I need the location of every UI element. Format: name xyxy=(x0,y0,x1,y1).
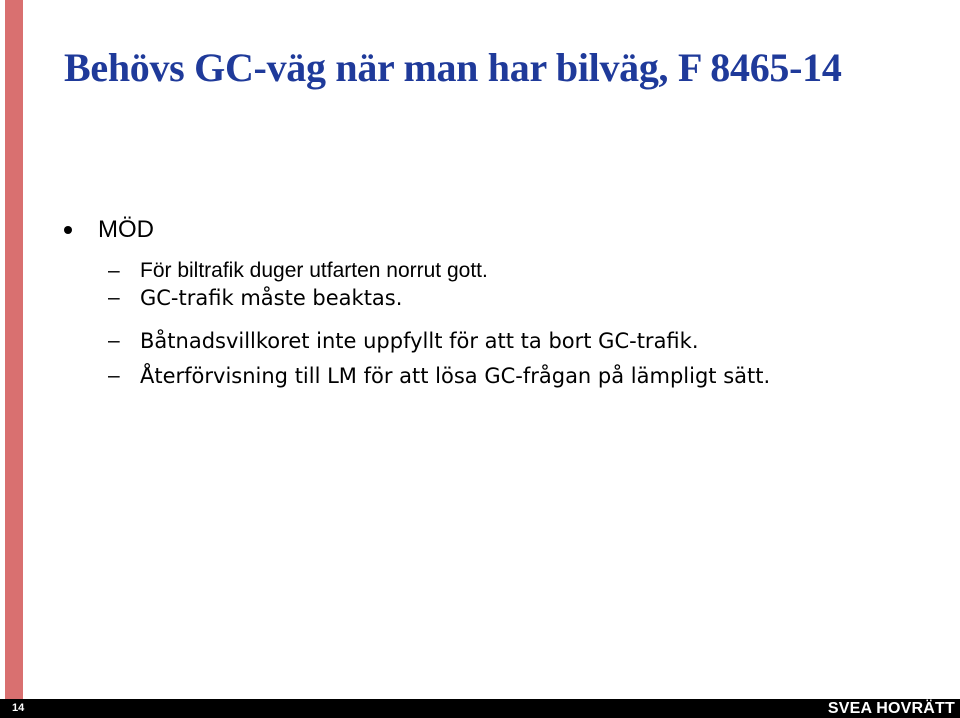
sub-item-text: Återförvisning till LM för att lösa GC-frågan på lämpligt sätt. xyxy=(140,364,771,388)
dash-icon: – xyxy=(108,329,120,352)
sub-item xyxy=(108,257,488,285)
dash-icon: – xyxy=(108,286,120,309)
sub-item-text: GC-trafik måste beaktas. xyxy=(140,286,403,310)
left-accent-bar xyxy=(5,0,23,700)
sub-item-text: För biltrafik duger utfarten norrut gott. xyxy=(140,259,488,282)
brand-logo-text: SVEA HOVRÄTT xyxy=(827,700,955,717)
sub-item xyxy=(108,284,402,312)
sub-item xyxy=(108,327,699,355)
sub-item xyxy=(108,362,770,390)
dash-icon: – xyxy=(108,259,120,282)
dash-icon: – xyxy=(108,364,120,387)
footer-bar xyxy=(0,699,960,718)
sub-item-text: Båtnadsvillkoret inte uppfyllt för att ta bort GC-trafik. xyxy=(140,329,699,353)
slide-title: Behövs GC-väg när man har bilväg, F 8465-14 xyxy=(64,45,842,90)
bullet-item xyxy=(60,214,154,246)
bullet-dot-icon xyxy=(64,226,72,234)
bullet-label: MÖD xyxy=(98,216,154,243)
page-number: 14 xyxy=(12,702,25,714)
